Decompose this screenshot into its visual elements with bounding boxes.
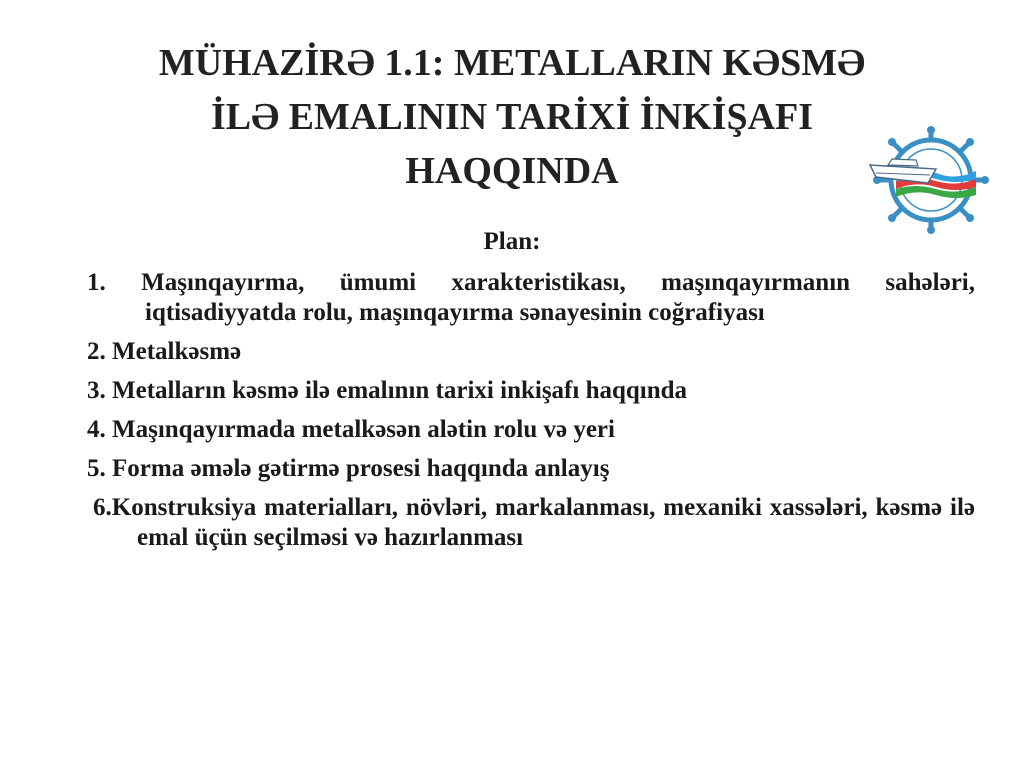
plan-item-1: 1. Maşınqayırma, ümumi xarakteristikası, maşınqayırmanın sahələri, iqtisadiyyatda rolu, maşınqayırma sənayesinin coğrafiyası — [87, 269, 975, 326]
slide-title — [60, 36, 964, 198]
plan-item-4: 4. Maşınqayırmada metalkəsən alətin rolu və yeri — [87, 416, 615, 443]
plan-item-2: 2. Metalkəsmə — [87, 338, 242, 365]
plan-item-6: 6.Konstruksiya materialları, növləri, markalanması, mexaniki xassələri, kəsmə ilə emal üçün seçilməsi və hazırlanması — [93, 494, 975, 551]
title-line-2: İLƏ EMALININ TARİXİ İNKİŞAFI — [210, 96, 814, 138]
ship-wheel-emblem-icon — [866, 125, 996, 235]
title-line-1: MÜHAZİRƏ 1.1: METALLARIN KƏSMƏ — [158, 42, 866, 84]
academy-logo — [866, 125, 996, 235]
plan-item-5: 5. Forma əmələ gətirmə prosesi haqqında anlayış — [87, 455, 610, 482]
title-line-3: HAQQINDA — [405, 150, 619, 192]
plan-heading: Plan: — [483, 228, 541, 255]
plan-list — [87, 268, 975, 562]
plan-item-3: 3. Metalların kəsmə ilə emalının tarixi inkişafı haqqında — [87, 377, 688, 404]
